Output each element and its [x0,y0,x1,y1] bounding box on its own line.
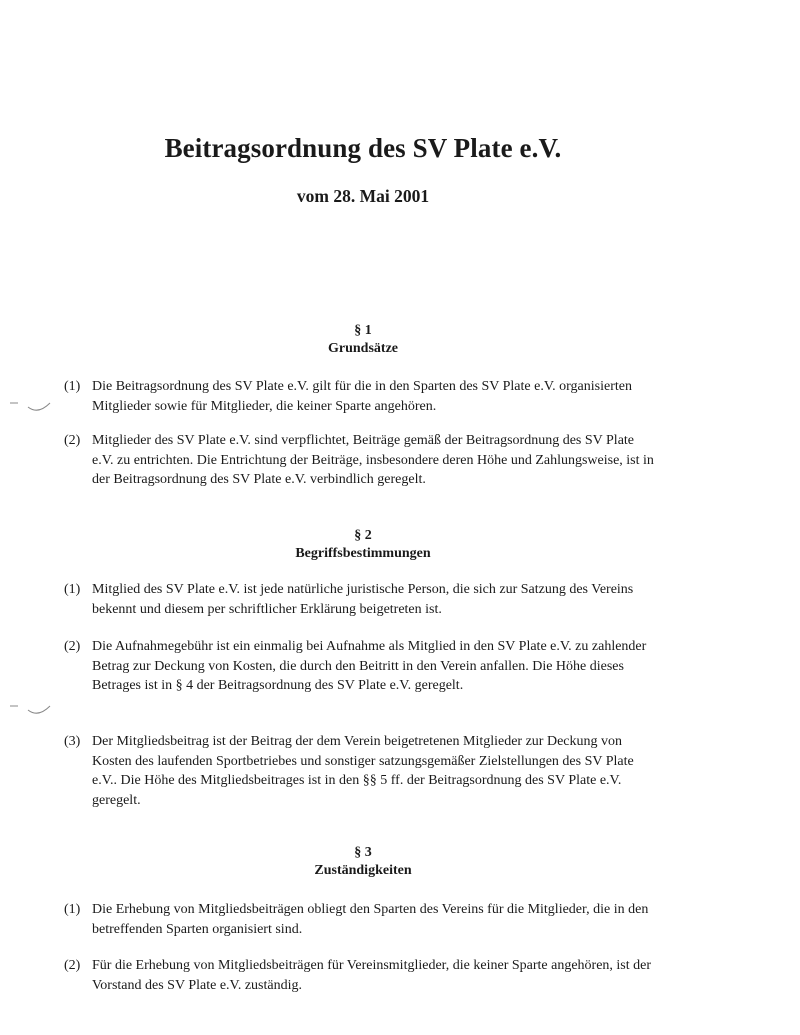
paragraph [64,900,656,939]
paragraph-text: Die Beitragsordnung des SV Plate e.V. gilt für die in den Sparten des SV Plate e.V. organisierten Mitglieder sowie für Mitglieder, die keiner Sparte angehören. [92,379,632,414]
paragraph-number: (1) [64,582,81,597]
document-title: Beitragsordnung des SV Plate e.V. [164,133,562,163]
section-number: § 3 [354,845,372,860]
section-number: § 2 [354,528,372,543]
section-heading: Zuständigkeiten [314,863,412,878]
section-2-header [0,527,726,563]
paragraph-text: Für die Erhebung von Mitgliedsbeiträgen für Vereinsmitglieder, die keiner Sparte angehören, ist der Vorstand des SV Plate e.V. zuständig. [92,958,652,993]
paragraph [64,431,656,490]
paragraph [64,377,656,416]
paragraph-text: Mitglieder des SV Plate e.V. sind verpflichtet, Beiträge gemäß der Beitragsordnung des SV Plate e.V. zu entrichten. Die Entrichtung der Beiträge, insbesondere deren Höhe und Zahlungsweise, ist in der Beitragsordnung des SV Plate e.V. verbindlich geregelt. [92,433,654,487]
section-heading: Begriffsbestimmungen [295,546,431,561]
paragraph-text: Mitglied des SV Plate e.V. ist jede natürliche juristische Person, die sich zur Satzung des Vereins bekennt und diesem per schriftlicher Erklärung beigetreten ist. [92,582,634,617]
section-3-header [0,844,726,880]
paragraph [64,732,656,810]
paragraph-text: Der Mitgliedsbeitrag ist der Beitrag der dem Verein beigetretenen Mitglieder zur Deckung von Kosten des laufenden Sportbetriebes und sonstiger satzungsgemäßer Zielstellungen des SV Plate e.V.. Die Höhe des Mitgliedsbeitrages ist in den §§ 5 ff. der Beitragsordnung des SV Plate e.V. geregelt. [92,734,634,808]
paragraph-number: (2) [64,639,81,654]
section-heading: Grundsätze [328,341,398,356]
paragraph-text: Die Erhebung von Mitgliedsbeiträgen obliegt den Sparten des Vereins für die Mitglieder, die in den betreffenden Sparten organisiert sind. [92,902,649,937]
paragraph [64,580,656,619]
paragraph-text: Die Aufnahmegebühr ist ein einmalig bei Aufnahme als Mitglied in den SV Plate e.V. zu zahlender Betrag zur Deckung von Kosten, die durch den Beitritt in den Verein anfallen. Die Höhe dieses Betrages ist in § 4 der Beitragsordnung des SV Plate e.V. geregelt. [92,639,647,693]
section-number: § 1 [354,323,372,338]
paragraph-number: (3) [64,734,81,749]
paragraph [64,956,656,995]
punch-hole-mark-icon [8,395,52,417]
paragraph [64,637,656,696]
document-date: vom 28. Mai 2001 [296,186,430,206]
paragraph-number: (2) [64,958,81,973]
paragraph-number: (1) [64,902,81,917]
punch-hole-mark-icon [8,698,52,720]
section-1-header [0,322,726,358]
paragraph-number: (1) [64,379,81,394]
paragraph-number: (2) [64,433,81,448]
